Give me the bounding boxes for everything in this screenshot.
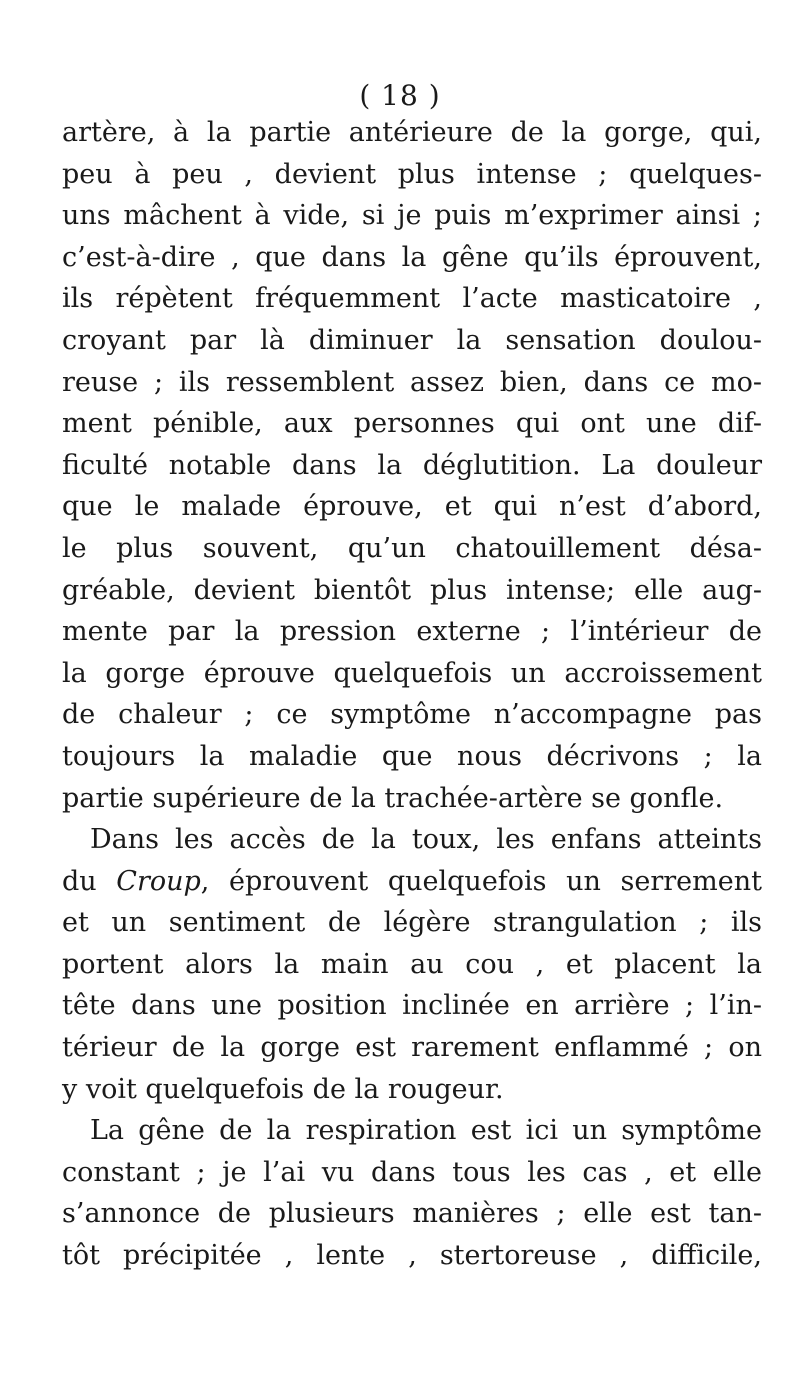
text-line: la gorge éprouve quelquefois un accroissement (62, 657, 762, 689)
text-line: le plus souvent, qu’un chatouillement désa- (62, 532, 762, 564)
text-line: La gêne de la respiration est ici un symptôme (90, 1115, 762, 1147)
text-line: ment pénible, aux personnes qui ont une dif- (62, 408, 762, 440)
text-line: s’annonce de plusieurs manières ; elle est tan- (62, 1198, 762, 1230)
text-line: c’est-à-dire , que dans la gêne qu’ils éprouvent, (62, 241, 762, 273)
body-text (62, 112, 762, 1277)
text-line: reuse ; ils ressemblent assez bien, dans ce mo- (62, 366, 762, 398)
page-number: ( 18 ) (359, 79, 441, 112)
text-line: uns mâchent à vide, si je puis m’exprimer ainsi ; (62, 200, 762, 232)
text-line: ficulté notable dans la déglutition. La douleur (62, 449, 762, 481)
text-segment: , éprouvent quelquefois un serrement (200, 865, 762, 897)
text-line: peu à peu , devient plus intense ; quelques- (62, 158, 762, 190)
text-line: gréable, devient bientôt plus intense; elle aug- (62, 574, 762, 606)
text-line: que le malade éprouve, et qui n’est d’abord, (62, 491, 762, 523)
text-line: tête dans une position inclinée en arrière ; l’in- (62, 990, 762, 1022)
text-line: tôt précipitée , lente , stertoreuse , difficile, (62, 1240, 762, 1272)
text-line: mente par la pression externe ; l’intérieur de (62, 616, 762, 648)
text-segment: du (62, 865, 117, 897)
text-line-with-italic (62, 861, 762, 903)
text-line: ils répètent fréquemment l’acte masticatoire , (62, 283, 762, 315)
text-line: y voit quelquefois de la rougeur. (62, 1073, 504, 1105)
text-line: partie supérieure de la trachée-artère se gonfle. (62, 782, 724, 814)
text-line: constant ; je l’ai vu dans tous les cas , et elle (62, 1156, 762, 1188)
text-line: artère, à la partie antérieure de la gorge, qui, (62, 117, 762, 148)
text-line: térieur de la gorge est rarement enflammé ; on (62, 1032, 762, 1064)
text-line: toujours la maladie que nous décrivons ; la (62, 740, 762, 772)
text-line: Dans les accès de la toux, les enfans atteints (90, 824, 762, 856)
text-line: portent alors la main au cou , et placent la (62, 948, 762, 980)
text-line: et un sentiment de légère strangulation ; ils (62, 907, 762, 939)
text-line: de chaleur ; ce symptôme n’accompagne pas (62, 699, 762, 731)
text-line: croyant par là diminuer la sensation doulou- (62, 324, 762, 356)
italic-term-croup: Croup (116, 865, 201, 897)
